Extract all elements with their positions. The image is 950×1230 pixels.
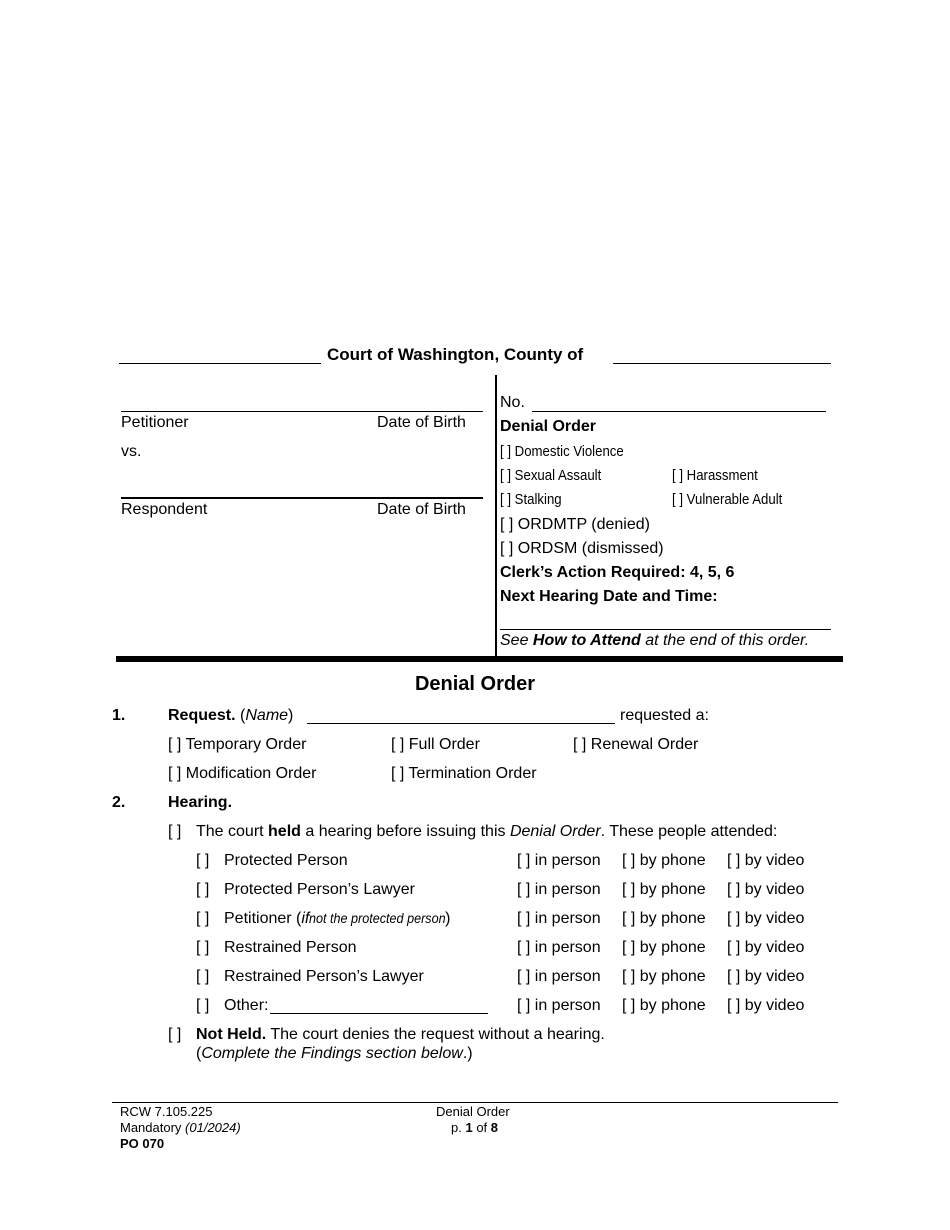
attendee-protected-person: Protected Person xyxy=(224,852,348,869)
caption-thick-rule xyxy=(116,656,843,662)
not-held-text xyxy=(196,1026,605,1044)
see-suffix: at the end of this order. xyxy=(640,632,810,649)
not-held-checkbox[interactable]: [ ] xyxy=(168,1026,182,1043)
page-prefix: p. xyxy=(451,1120,466,1135)
attendee-checkbox[interactable]: [ ] xyxy=(196,968,210,985)
request-label: Request. xyxy=(168,707,236,724)
how-to-attend: How to Attend xyxy=(532,632,641,649)
by-phone-checkbox[interactable]: [ ] by phone xyxy=(622,939,706,956)
footer-rcw: RCW 7.105.225 xyxy=(120,1104,213,1119)
in-person-checkbox[interactable]: [ ] in person xyxy=(517,852,601,869)
attendee-checkbox[interactable]: [ ] xyxy=(196,939,210,956)
ordsm-checkbox[interactable]: [ ] ORDSM (dismissed) xyxy=(500,540,664,557)
respondent-label: Respondent xyxy=(121,501,208,518)
findings-open: ( xyxy=(196,1045,202,1062)
sexual-assault-checkbox[interactable]: [ ] Sexual Assault xyxy=(500,467,602,484)
petitioner-note-if: if xyxy=(301,910,310,927)
main-title: Denial Order xyxy=(414,673,536,695)
mandatory-label: Mandatory xyxy=(120,1120,186,1135)
held-italic: Denial Order xyxy=(509,823,601,840)
hearing-held-text xyxy=(196,823,777,841)
temporary-order-checkbox[interactable]: [ ] Temporary Order xyxy=(168,736,307,753)
footer-mandatory xyxy=(120,1120,241,1135)
stalking-checkbox[interactable]: [ ] Stalking xyxy=(500,491,562,508)
county-name-blank[interactable] xyxy=(613,363,831,364)
harassment-checkbox[interactable]: [ ] Harassment xyxy=(672,467,758,484)
by-video-checkbox[interactable]: [ ] by video xyxy=(727,910,805,927)
section-1-number: 1. xyxy=(112,707,126,724)
attendee-restrained-lawyer: Restrained Person’s Lawyer xyxy=(224,968,424,985)
by-video-checkbox[interactable]: [ ] by video xyxy=(727,881,805,898)
attendee-checkbox[interactable]: [ ] xyxy=(196,881,210,898)
footer-doc-title: Denial Order xyxy=(436,1104,510,1119)
petitioner-name-blank[interactable] xyxy=(121,411,483,412)
not-held-label: Not Held. xyxy=(196,1026,267,1043)
ordmtp-checkbox[interactable]: [ ] ORDMTP (denied) xyxy=(500,516,650,533)
how-to-attend-note xyxy=(500,632,809,650)
in-person-checkbox[interactable]: [ ] in person xyxy=(517,968,601,985)
attendee-checkbox[interactable]: [ ] xyxy=(196,910,210,927)
attendee-restrained-person: Restrained Person xyxy=(224,939,357,956)
by-phone-checkbox[interactable]: [ ] by phone xyxy=(622,910,706,927)
in-person-checkbox[interactable]: [ ] in person xyxy=(517,910,601,927)
vulnerable-adult-checkbox[interactable]: [ ] Vulnerable Adult xyxy=(672,491,783,508)
mandatory-date: (01/2024) xyxy=(185,1120,241,1135)
name-label: Name xyxy=(245,707,289,724)
not-held-desc: The court denies the request without a hearing. xyxy=(266,1026,605,1043)
court-title: Court of Washington, County of xyxy=(327,345,584,364)
page-of: of xyxy=(472,1120,491,1135)
domestic-violence-checkbox[interactable]: [ ] Domestic Violence xyxy=(500,443,624,460)
in-person-checkbox[interactable]: [ ] in person xyxy=(517,881,601,898)
footer-form-number: PO 070 xyxy=(120,1136,165,1151)
findings-italic: Complete the Findings section below xyxy=(201,1045,463,1062)
hearing-held-checkbox[interactable]: [ ] xyxy=(168,823,182,840)
name-close: ) xyxy=(288,707,294,724)
caption-order-title: Denial Order xyxy=(500,418,597,435)
vs-label: vs. xyxy=(121,443,142,460)
caption-divider xyxy=(495,375,497,657)
attendee-protected-lawyer: Protected Person’s Lawyer xyxy=(224,881,415,898)
held-pre: The court xyxy=(196,823,269,840)
section-2-number: 2. xyxy=(112,794,126,811)
full-order-checkbox[interactable]: [ ] Full Order xyxy=(391,736,480,753)
requester-name-blank[interactable] xyxy=(307,723,615,724)
modification-order-checkbox[interactable]: [ ] Modification Order xyxy=(168,765,317,782)
clerk-action: Clerk’s Action Required: 4, 5, 6 xyxy=(500,564,735,581)
see-prefix: See xyxy=(500,632,533,649)
by-phone-checkbox[interactable]: [ ] by phone xyxy=(622,881,706,898)
held-post: . These people attended: xyxy=(600,823,778,840)
attendee-checkbox[interactable]: [ ] xyxy=(196,852,210,869)
name-open: ( xyxy=(235,707,246,724)
renewal-order-checkbox[interactable]: [ ] Renewal Order xyxy=(573,736,699,753)
by-phone-checkbox[interactable]: [ ] by phone xyxy=(622,968,706,985)
respondent-name-blank[interactable] xyxy=(121,497,483,499)
by-phone-checkbox[interactable]: [ ] by phone xyxy=(622,997,706,1014)
next-hearing-blank[interactable] xyxy=(500,629,831,630)
findings-close: .) xyxy=(462,1045,473,1062)
held-bold: held xyxy=(268,823,301,840)
by-video-checkbox[interactable]: [ ] by video xyxy=(727,939,805,956)
petitioner-name: Petitioner ( xyxy=(224,910,302,927)
case-no-label: No. xyxy=(500,394,525,411)
other-attendee-blank[interactable] xyxy=(270,1013,488,1014)
by-video-checkbox[interactable]: [ ] by video xyxy=(727,997,805,1014)
by-video-checkbox[interactable]: [ ] by video xyxy=(727,968,805,985)
findings-instruction xyxy=(196,1045,473,1063)
petitioner-note-rest: not the protected person xyxy=(309,910,446,926)
requested-label: requested a: xyxy=(620,707,709,724)
case-number-blank[interactable] xyxy=(532,411,826,412)
next-hearing-label: Next Hearing Date and Time: xyxy=(500,588,718,605)
footer-page-number xyxy=(451,1120,498,1135)
petitioner-close: ) xyxy=(445,910,451,927)
section-1-request xyxy=(168,707,293,725)
county-blank-left[interactable] xyxy=(119,363,321,364)
termination-order-checkbox[interactable]: [ ] Termination Order xyxy=(391,765,537,782)
attendee-other: Other: xyxy=(224,997,269,1014)
footer-rule xyxy=(112,1102,838,1103)
in-person-checkbox[interactable]: [ ] in person xyxy=(517,939,601,956)
page-num: 1 xyxy=(465,1120,473,1135)
held-mid: a hearing before issuing this xyxy=(300,823,510,840)
petitioner-dob-label: Date of Birth xyxy=(377,414,466,431)
by-video-checkbox[interactable]: [ ] by video xyxy=(727,852,805,869)
hearing-label: Hearing. xyxy=(168,794,233,811)
in-person-checkbox[interactable]: [ ] in person xyxy=(517,997,601,1014)
petitioner-label: Petitioner xyxy=(121,414,189,431)
by-phone-checkbox[interactable]: [ ] by phone xyxy=(622,852,706,869)
attendee-checkbox[interactable]: [ ] xyxy=(196,997,210,1014)
attendee-petitioner xyxy=(224,910,450,928)
respondent-dob-label: Date of Birth xyxy=(377,501,466,518)
page-total: 8 xyxy=(490,1120,499,1135)
